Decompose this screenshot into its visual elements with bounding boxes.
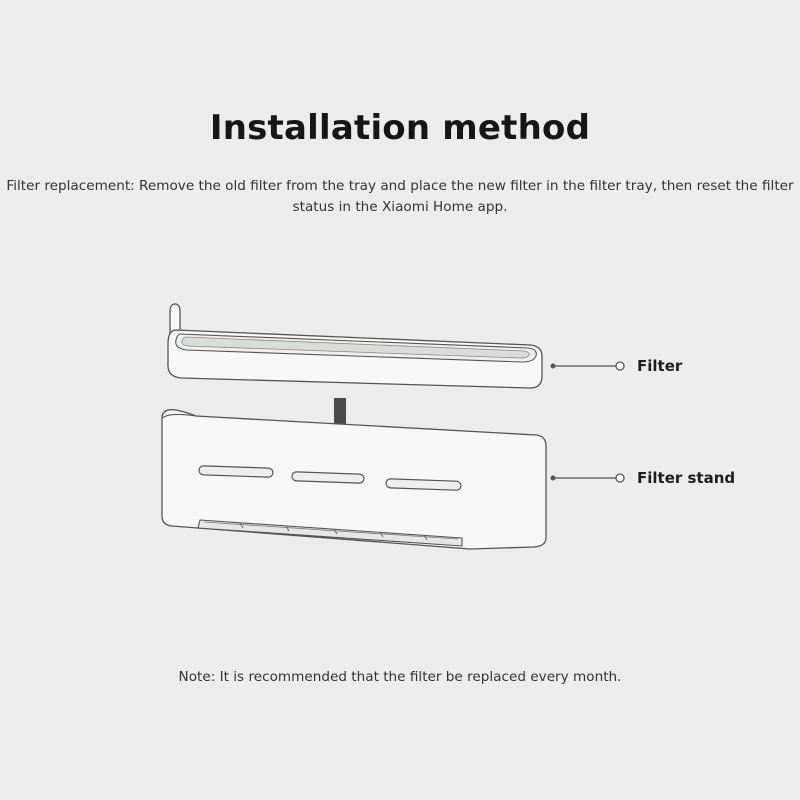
page-title: Installation method [209, 108, 591, 148]
filter-stand-callout-line [551, 474, 625, 482]
filter-label: Filter [637, 357, 683, 375]
filter-diagram-svg [0, 290, 800, 570]
filter-callout-line [551, 362, 625, 370]
filter-diagram [0, 290, 800, 570]
filter-part [168, 304, 542, 388]
filter-stand-part [162, 410, 546, 549]
filter-stand-label: Filter stand [637, 469, 736, 487]
note-text: Note: It is recommended that the filter be replaced every month. [178, 669, 622, 685]
instruction-text: Filter replacement: Remove the old filter from the tray and place the new filter in the filter tray, then reset the filter status in the Xiaomi Home app. [6, 178, 794, 215]
filter-stand-vent [199, 466, 273, 478]
filter-stand-vent [292, 472, 364, 484]
filter-stand-vent [386, 479, 461, 491]
